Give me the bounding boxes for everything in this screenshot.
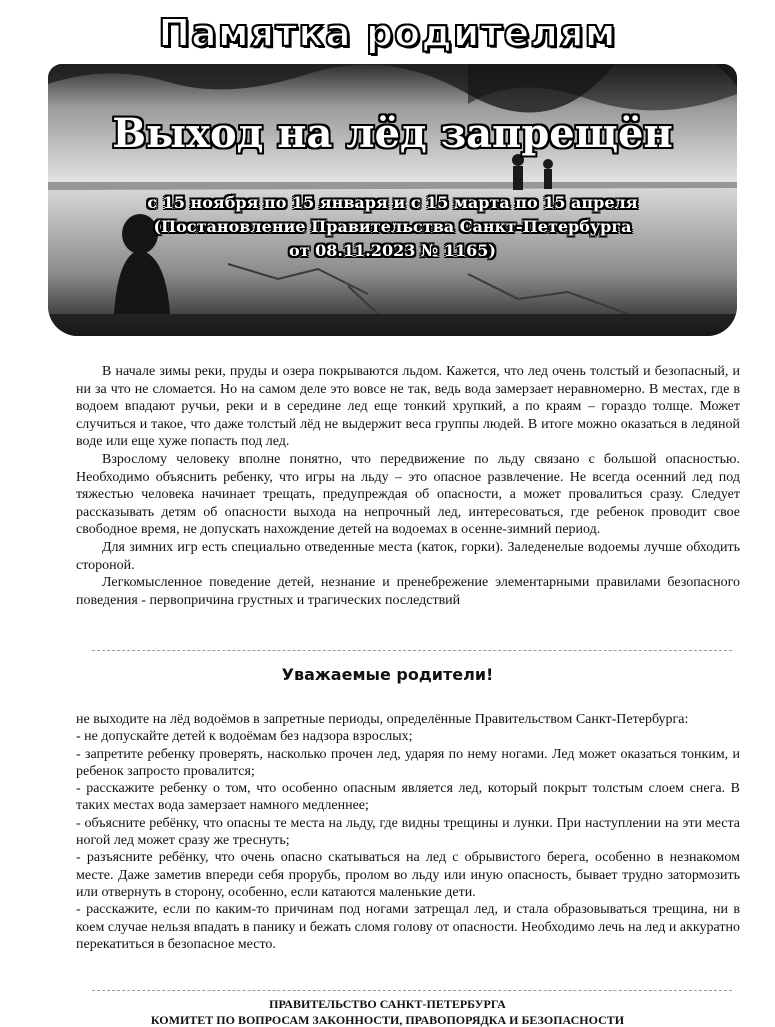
parents-heading: Уважаемые родители! bbox=[281, 665, 494, 684]
intro-paragraph: В начале зимы реки, пруды и озера покрываются льдом. Кажется, что лед очень толстый и безопасный, и ни за что не сломается. Но на самом деле это вовсе не так, ведь вода замерзает неравномерно. В местах, где в водоем впадают ручьи, реки и в середине лед еще тонкий хрупкий, а по краям – гораздо толще. Может случиться и такое, что даже толстый лёд не выдержит веса группы людей. В итоге можно оказаться в ледяной воде или еще хуже попасть под лед. bbox=[76, 364, 740, 450]
banner-decree-line1: (Постановление Правительства Санкт-Петербурга bbox=[153, 217, 632, 236]
advice-item: - разъясните ребёнку, что очень опасно скатываться на лед с обрывистого берега, особенно в незнакомом месте. Даже заметив впереди себя прорубь, пролом во льду или иную опасность, бывает трудно затормозить или отвернуть в сторону, особенно, если катаются маленькие дети. bbox=[76, 850, 740, 900]
divider bbox=[92, 990, 732, 991]
intro-section bbox=[76, 363, 740, 609]
footer-government: ПРАВИТЕЛЬСТВО САНКТ-ПЕТЕРБУРГА bbox=[269, 997, 506, 1011]
intro-paragraph: Для зимних игр есть специально отведенные места (каток, горки). Заледенелые водоемы лучше обходить стороной. bbox=[76, 539, 740, 573]
advice-item: - запретите ребенку проверять, насколько прочен лед, ударяя по нему ногами. Лед может оказаться тонким, и ребенок запросто провалится; bbox=[76, 746, 740, 779]
advice-item: - не допускайте детей к водоёмам без надзора взрослых; bbox=[76, 729, 413, 745]
page-title: Памятка родителям bbox=[158, 11, 617, 55]
advice-item: - объясните ребёнку, что опасны те места на льду, где видны трещины и лунки. При наступлении на эти места ногой лед может сразу же треснуть; bbox=[76, 815, 740, 849]
advice-list bbox=[76, 711, 740, 953]
banner-decree-line2: от 08.11.2023 № 1165) bbox=[289, 241, 496, 260]
advice-item: - расскажите ребенку о том, что особенно опасным является лед, который покрыт толстым слоем снега. В таких местах вода замерзает намного медленнее; bbox=[76, 781, 740, 814]
advice-item: не выходите на лёд водоёмов в запретные периоды, определённые Правительством Санкт-Петербурга: bbox=[76, 712, 689, 727]
footer-committee: КОМИТЕТ ПО ВОПРОСАМ ЗАКОННОСТИ, ПРАВОПОРЯДКА И БЕЗОПАСНОСТИ bbox=[150, 1013, 625, 1027]
warning-banner bbox=[48, 64, 737, 336]
banner-period: с 15 ноября по 15 января и с 15 марта по 15 апреля bbox=[147, 193, 638, 212]
intro-paragraph: Взрослому человеку вполне понятно, что передвижение по льду связано с большой опасностью. Необходимо объяснить ребенку, что игры на льду – это опасное развлечение. Не всегда осенний лед под тяжестью человека начинает трещать, предупреждая об опасности, а может провалиться сразу. Следует рассказывать детям об опасности выхода на непрочный лед, интересоваться, где ребенок проводит свое свободное время, не допускать нахождение детей на водоемах в осенне-зимний период. bbox=[76, 451, 740, 538]
intro-paragraph: Легкомысленное поведение детей, незнание и пренебрежение элементарными правилами безопасного поведения - первопричина грустных и трагических последствий bbox=[76, 575, 740, 608]
advice-item: - расскажите, если по каким-то причинам под ногами затрещал лед, и стала образовываться трещина, ни в коем случае нельзя впадать в панику и бежать сломя голову от опасности. Необходимо лечь на лед и аккуратно перекатиться в безопасное место. bbox=[76, 902, 740, 952]
divider bbox=[92, 650, 732, 651]
banner-headline: Выход на лёд запрещён bbox=[112, 110, 673, 157]
